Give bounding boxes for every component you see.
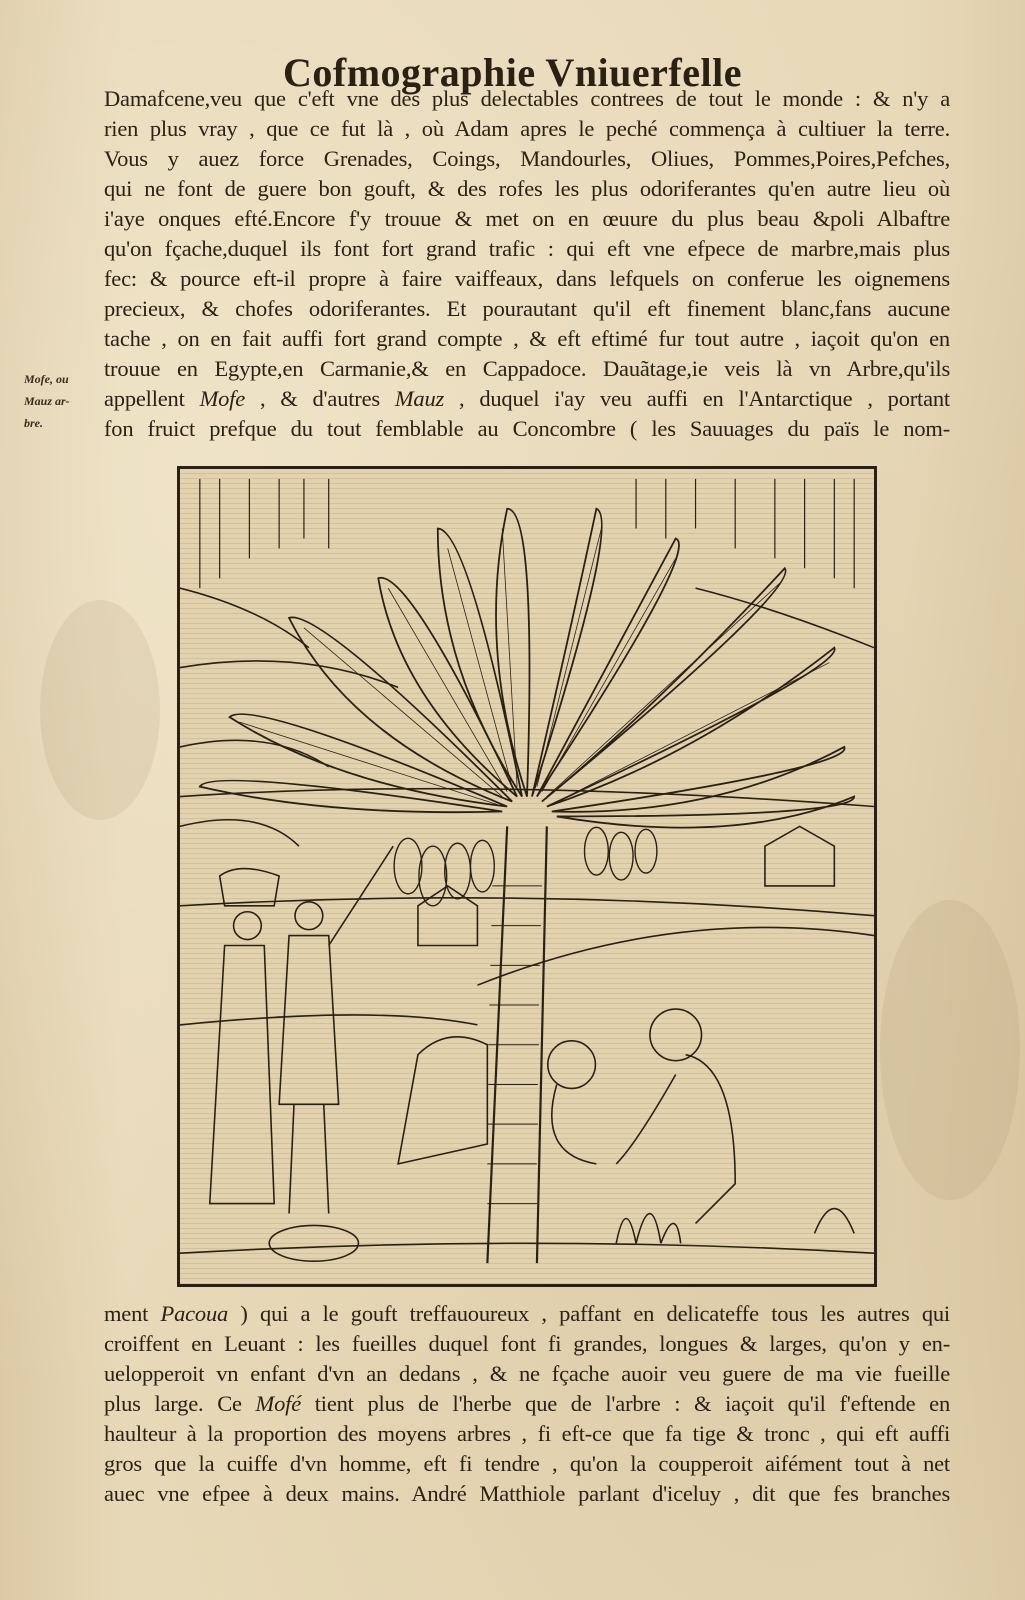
text-line: auec vne efpee à deux mains. André Matthiole parlant d'iceluy , dit que fes branches — [104, 1481, 950, 1506]
text-line-mose — [104, 384, 950, 414]
text-fragment: ment — [104, 1301, 161, 1326]
text-line-pacoua — [104, 1299, 950, 1329]
paper-stain — [880, 900, 1020, 1200]
italic-term-mose: Mofé — [255, 1391, 301, 1416]
text-line: i'aye onques efté.Encore f'y trouue & met on en œuure du plus beau &poli Albaftre — [104, 206, 950, 231]
running-title: Cofmographie Vniuerfelle — [283, 49, 742, 95]
text-line: qu'on fçache,duquel ils font fort grand trafic : qui eft vne efpece de marbre,mais plus — [104, 236, 950, 261]
margin-note-line: Mofe, ou — [24, 372, 69, 386]
body-text-top — [104, 84, 950, 444]
italic-term-pacoua: Pacoua — [160, 1301, 229, 1326]
body-text-bottom — [104, 1299, 950, 1509]
woodcut-illustration — [177, 466, 877, 1287]
margin-note-line: bre. — [24, 416, 43, 430]
italic-term-mauz: Mauz — [394, 386, 445, 411]
text-line: uelopperoit vn enfant d'vn an dedans , & ne fçache auoir veu guere de ma vie fueille — [104, 1361, 950, 1386]
paper-stain — [40, 600, 160, 820]
text-line-ce-mose — [104, 1389, 950, 1419]
text-fragment: , duquel i'ay veu auffi en l'Antarctique , portant — [444, 386, 950, 411]
text-line: fon fruict prefque du tout femblable au Concombre ( les Sauuages du païs le nom- — [104, 416, 950, 441]
text-line: qui ne font de guere bon gouft, & des rofes les plus odoriferantes qu'en autre lieu où — [104, 176, 950, 201]
banana-tree-woodcut-icon — [180, 469, 874, 1284]
text-line: Vous y auez force Grenades, Coings, Mandourles, Oliues, Pommes,Poires,Pefches, — [104, 146, 950, 171]
text-line: croiffent en Leuant : les fueilles duquel font fi grandes, longues & larges, qu'on y en- — [104, 1331, 950, 1356]
text-line: haulteur à la proportion des moyens arbres , fi eft-ce que fa tige & tronc , qui eft auffi — [104, 1421, 950, 1446]
text-line: trouue en Egypte,en Carmanie,& en Cappadoce. Dauãtage,ie veis là vn Arbre,qu'ils — [104, 356, 950, 381]
text-line: rien plus vray , que ce fut là , où Adam apres le peché commença à cultiuer la terre. — [104, 116, 950, 141]
text-line: tache , on en fait auffi fort grand compte , & eft eftimé fur tout autre , iaçoit qu'on en — [104, 326, 950, 351]
text-line: gros que la cuiffe d'vn homme, eft fi tendre , qu'on la coupperoit aifément tout à net — [104, 1451, 950, 1476]
text-fragment: tient plus de l'herbe que de l'arbre : & iaçoit qu'il f'eftende en — [300, 1391, 950, 1416]
text-fragment: plus large. Ce — [104, 1391, 256, 1416]
margin-note — [24, 368, 102, 434]
text-fragment: , & d'autres — [245, 386, 395, 411]
text-fragment: appellent — [104, 386, 200, 411]
margin-note-line: Mauz ar- — [24, 394, 70, 408]
italic-term-mose: Mofe — [199, 386, 246, 411]
text-line: precieux, & chofes odoriferantes. Et pourautant qu'il eft finement blanc,fans aucune — [104, 296, 950, 321]
text-fragment: ) qui a le gouft treffauoureux , paffant en delicateffe tous les autres qui — [228, 1301, 950, 1326]
text-line: fec: & pource eft-il propre à faire vaiffeaux, dans lefquels on conferue les oignemens — [104, 266, 950, 291]
text-line: Damafcene,veu que c'eft vne des plus delectables contrees de tout le monde : & n'y a — [104, 86, 950, 111]
